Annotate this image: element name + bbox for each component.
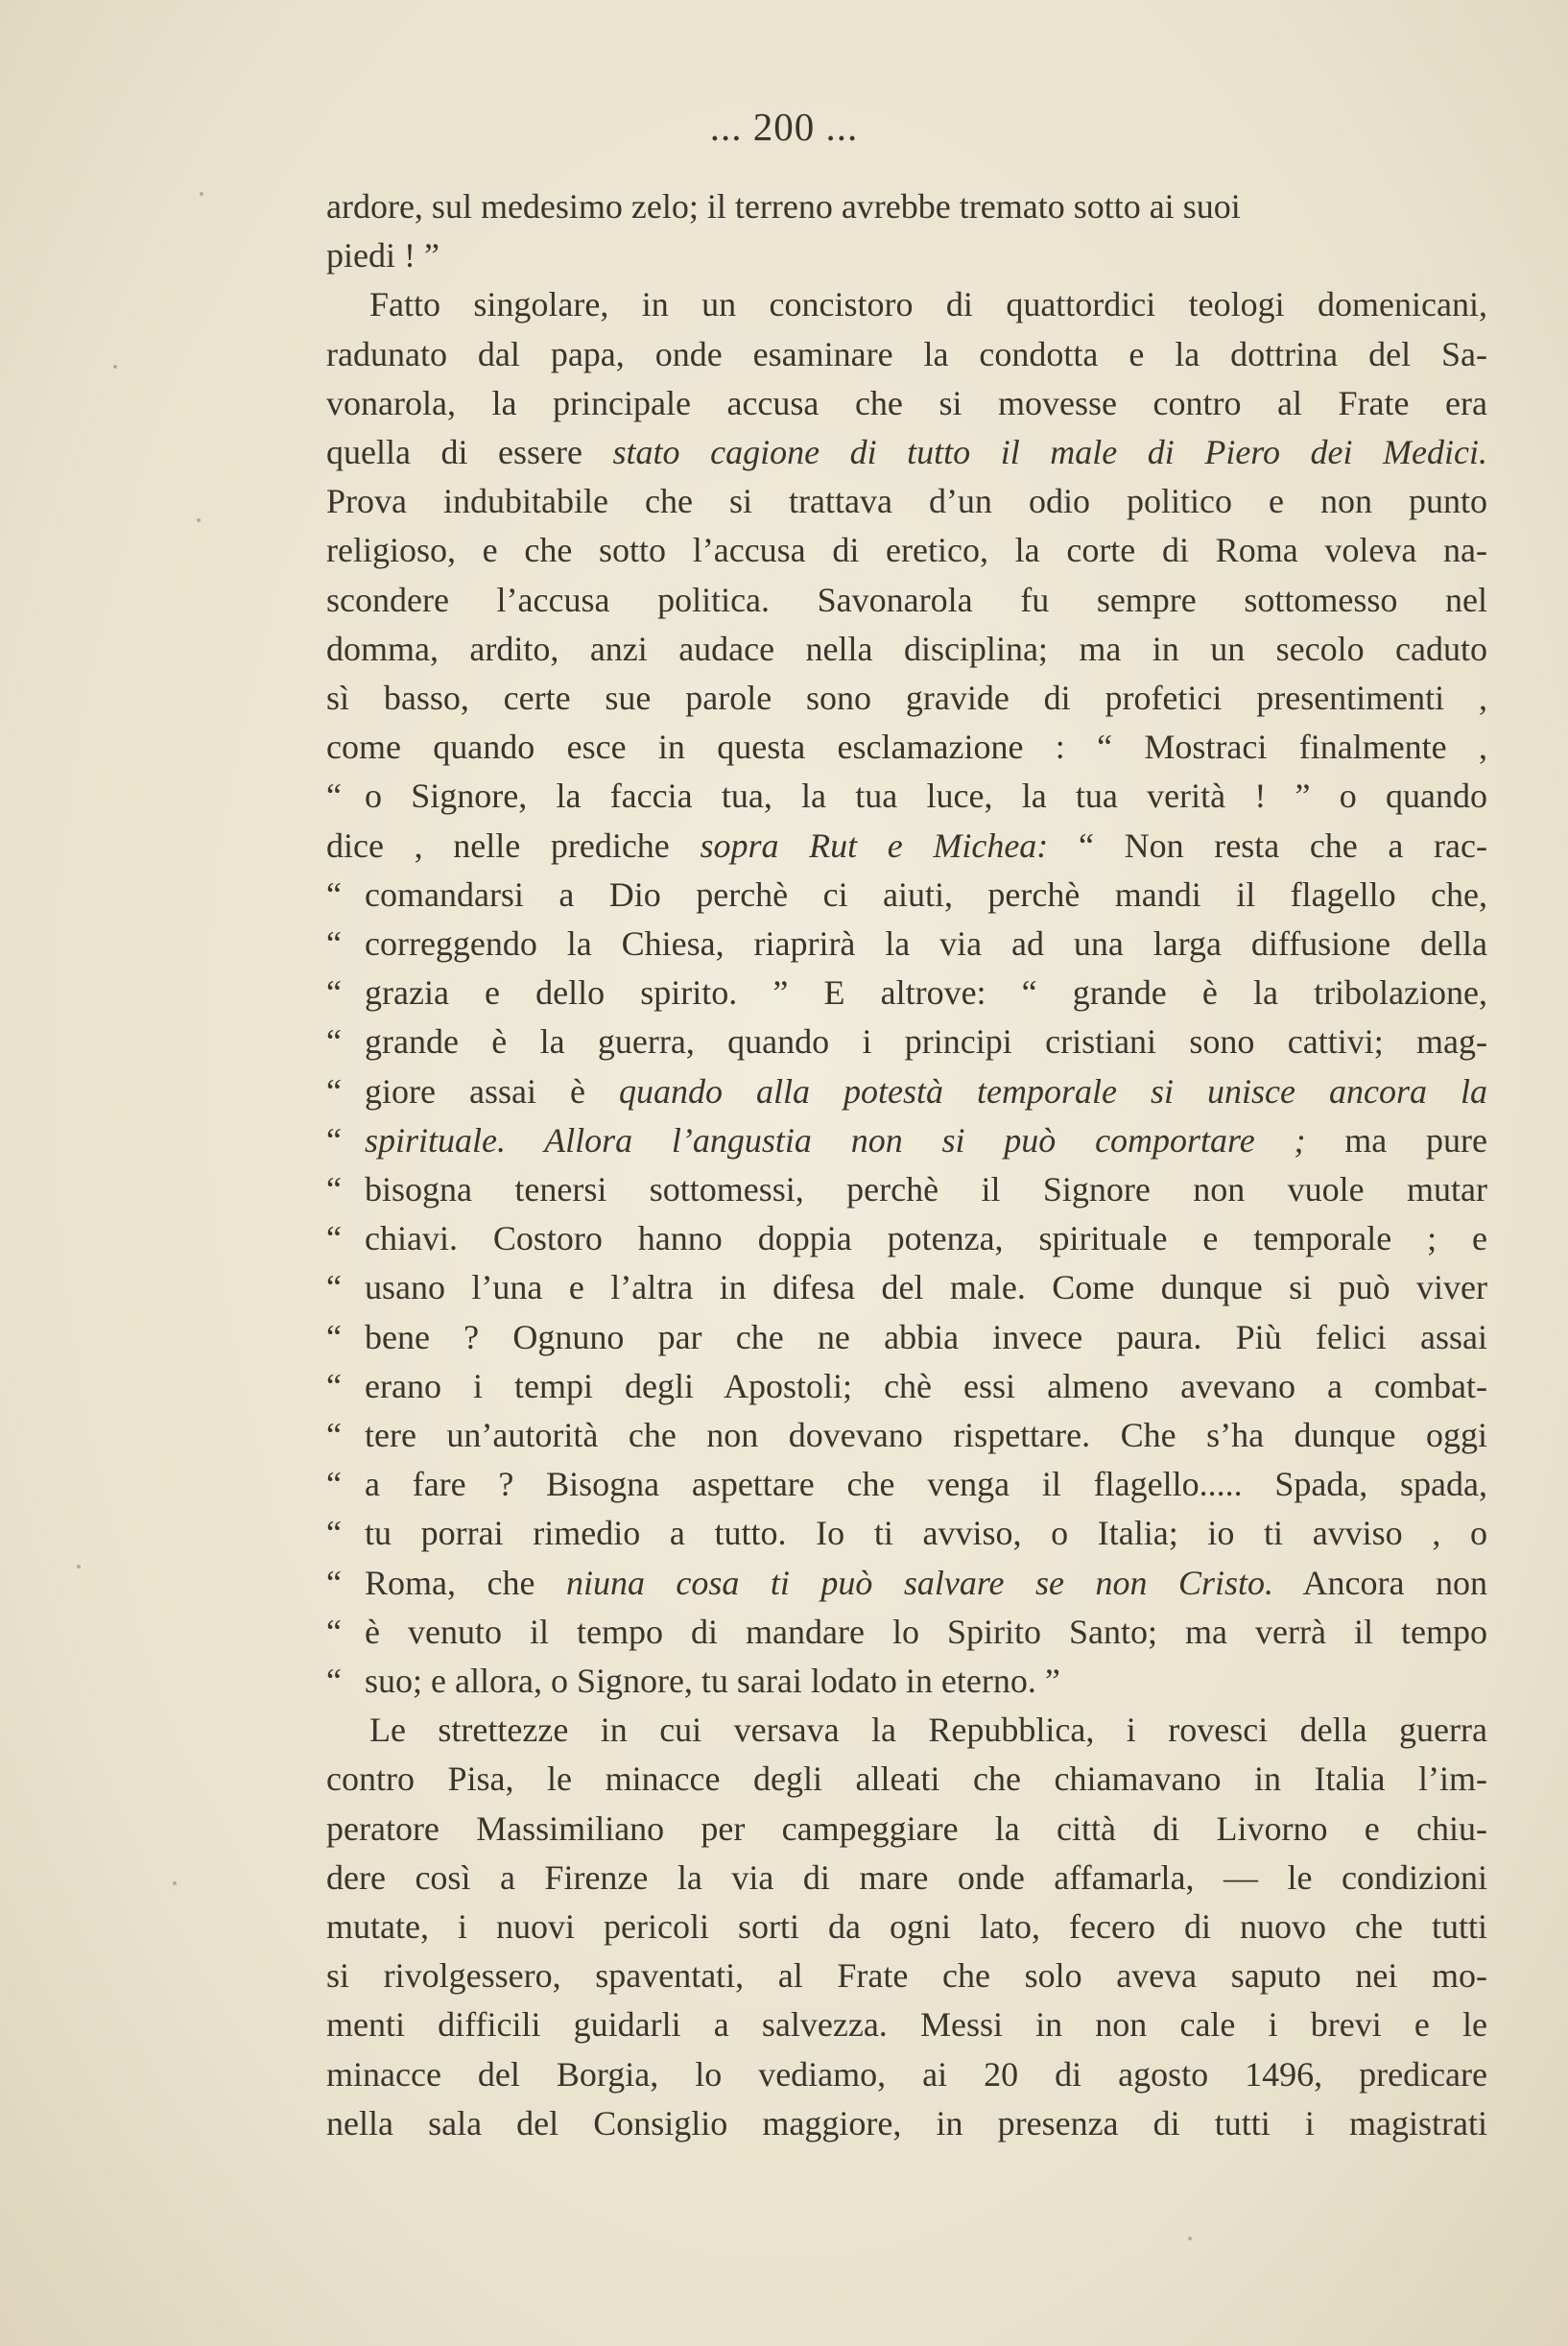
text-segment: o Signore, la faccia tua, la tua luce, la tua verità ! ” o quando [365,777,1487,816]
text-segment: si rivolgessero, spaventati, al Frate che solo aveva saputo nei mo- [326,1956,1487,1996]
quote-mark: “ [326,1120,342,1160]
quote-mark: “ [326,924,342,963]
text-segment: domma, ardito, anzi audace nella disciplina; ma in un secolo caduto [326,629,1487,668]
text-line [326,1951,1487,1999]
text-line [326,526,1487,574]
text-line [326,1706,1487,1754]
text-segment: bene ? Ognuno par che ne abbia invece paura. Più felici assai [365,1317,1487,1356]
quote-mark: “ [326,1563,342,1602]
text-segment: Fatto singolare, in un concistoro di quattordici teologi domenicani, [369,285,1487,324]
text-segment: Prova indubitabile che si trattava d’un odio politico e non punto [326,482,1487,521]
text-segment: vonarola, la principale accusa che si movesse contro al Frate era [326,383,1487,422]
text-line [326,772,1487,820]
text-line [326,182,1487,230]
text-segment: “ Non resta che a rac- [1048,826,1487,865]
text-segment: minacce del Borgia, lo vediamo, ai 20 di agosto 1496, predicare [326,2054,1487,2094]
text-line [326,1657,1487,1705]
text-segment: a fare ? Bisogna aspettare che venga il flagello..... Spada, spada, [365,1465,1487,1504]
text-line [326,1067,1487,1115]
text-segment: grande è la guerra, quando i principi cristiani sono cattivi; mag- [365,1022,1487,1062]
text-line [326,1313,1487,1361]
text-line [326,1608,1487,1656]
text-line [326,1854,1487,1902]
text-line [326,1214,1487,1262]
quote-mark: “ [326,1268,342,1307]
text-segment: Ancora non [1273,1563,1487,1602]
scan-speck [200,192,203,196]
quote-mark: “ [326,874,342,914]
text-segment: bisogna tenersi sottomessi, perchè il Signore non vuole mutar [365,1170,1487,1209]
text-segment: menti difficili guidarli a salvezza. Messi in non cale i brevi e le [326,2005,1487,2045]
italic-text: stato cagione di tutto il male di Piero dei Medici. [612,433,1487,471]
quote-mark: “ [326,1317,342,1356]
text-line [326,2000,1487,2048]
text-segment: suo; e allora, o Signore, tu sarai lodato in eterno. ” [365,1662,1060,1700]
text-line [326,280,1487,328]
quote-mark: “ [326,1366,342,1405]
italic-text: sopra Rut e Michea: [700,826,1049,865]
text-segment: religioso, e che sotto l’accusa di eretico, la corte di Roma voleva na- [326,531,1487,570]
text-line [326,379,1487,427]
text-line [326,2099,1487,2147]
text-segment: Roma, che [365,1563,566,1602]
text-segment: piedi ! ” [326,236,440,275]
text-segment: erano i tempi degli Apostoli; chè essi almeno avevano a combat- [365,1366,1487,1405]
text-line [326,330,1487,378]
text-segment: quella di essere [326,433,613,471]
text-line [326,1362,1487,1410]
text-line [326,2050,1487,2098]
text-line [326,1903,1487,1951]
text-segment: Le strettezze in cui versava la Repubblica, i rovesci della guerra [369,1711,1487,1750]
text-line [326,1460,1487,1508]
text-line [326,920,1487,968]
quote-mark: “ [326,973,342,1013]
text-segment: radunato dal papa, onde esaminare la condotta e la dottrina del Sa- [326,334,1487,373]
quote-mark: “ [326,1465,342,1504]
text-line [326,969,1487,1017]
text-segment: chiavi. Costoro hanno doppia potenza, spirituale e temporale ; e [365,1219,1487,1258]
text-segment: ma pure [1305,1120,1487,1160]
text-segment: dere così a Firenze la via di mare onde affamarla, — le condizioni [326,1857,1487,1897]
text-line [326,576,1487,624]
text-segment: comandarsi a Dio perchè ci aiuti, perchè mandi il flagello che, [365,874,1487,914]
text-line [326,625,1487,673]
text-line [326,871,1487,919]
text-segment: tu porrai rimedio a tutto. Io ti avviso, o Italia; io ti avviso , o [365,1514,1487,1553]
text-line [326,1559,1487,1607]
text-segment: grazia e dello spirito. ” E altrove: “ grande è la tribolazione, [365,973,1487,1013]
scan-speck [1188,2237,1192,2240]
quote-mark: “ [326,1219,342,1258]
text-segment: è venuto il tempo di mandare lo Spirito Santo; ma verrà il tempo [365,1612,1487,1651]
text-line [326,428,1487,476]
quote-mark: “ [326,1416,342,1454]
text-segment: tere un’autorità che non dovevano rispettare. Che s’ha dunque oggi [365,1416,1487,1454]
text-line [326,1411,1487,1459]
italic-text: niuna cosa ti può salvare se non Cristo. [565,1563,1274,1602]
scan-speck [197,518,201,522]
quote-mark: “ [326,1170,342,1209]
scan-speck [113,365,117,369]
quote-mark: “ [326,777,342,816]
quote-mark: “ [326,1022,342,1062]
text-line [326,1805,1487,1853]
text-line [326,1017,1487,1065]
text-line [326,1116,1487,1164]
scan-speck [173,1881,177,1885]
text-line [326,231,1487,279]
text-segment: dice , nelle prediche [326,826,701,865]
text-segment: come quando esce in questa esclamazione : “ Mostraci finalmente , [326,728,1487,767]
text-segment: correggendo la Chiesa, riaprirà la via ad una larga diffusione della [365,924,1487,963]
text-segment: usano l’una e l’altra in difesa del male. Come dunque si può viver [365,1268,1487,1307]
text-segment: ardore, sul medesimo zelo; il terreno avrebbe tremato sotto ai suoi [326,187,1241,226]
text-segment: peratore Massimiliano per campeggiare la città di Livorno e chiu- [326,1808,1487,1848]
text-segment: nella sala del Consiglio maggiore, in presenza di tutti i magistrati [326,2103,1487,2143]
text-line [326,1509,1487,1557]
italic-text: spirituale. Allora l’angustia non si può comportare ; [365,1120,1306,1160]
text-segment: giore assai è [365,1071,619,1111]
text-segment: contro Pisa, le minacce degli alleati che chiamavano in Italia l’im- [326,1760,1487,1799]
page-number-header: ... 200 ... [709,105,859,149]
quote-mark: “ [326,1514,342,1553]
text-line [326,1263,1487,1311]
quote-mark: “ [326,1662,342,1700]
scan-speck [77,1565,81,1568]
text-line [326,674,1487,722]
text-segment: scondere l’accusa politica. Savonarola fu sempre sottomesso nel [326,580,1487,619]
text-segment: mutate, i nuovi pericoli sorti da ogni lato, fecero di nuovo che tutti [326,1907,1487,1946]
italic-text: quando alla potestà temporale si unisce ancora la [618,1071,1487,1111]
text-segment: sì basso, certe sue parole sono gravide di profetici presentimenti , [326,679,1487,717]
text-line [326,822,1487,870]
text-line [326,477,1487,525]
text-line [326,1755,1487,1803]
quote-mark: “ [326,1612,342,1651]
text-line [326,723,1487,771]
quote-mark: “ [326,1071,342,1111]
text-line [326,1165,1487,1213]
